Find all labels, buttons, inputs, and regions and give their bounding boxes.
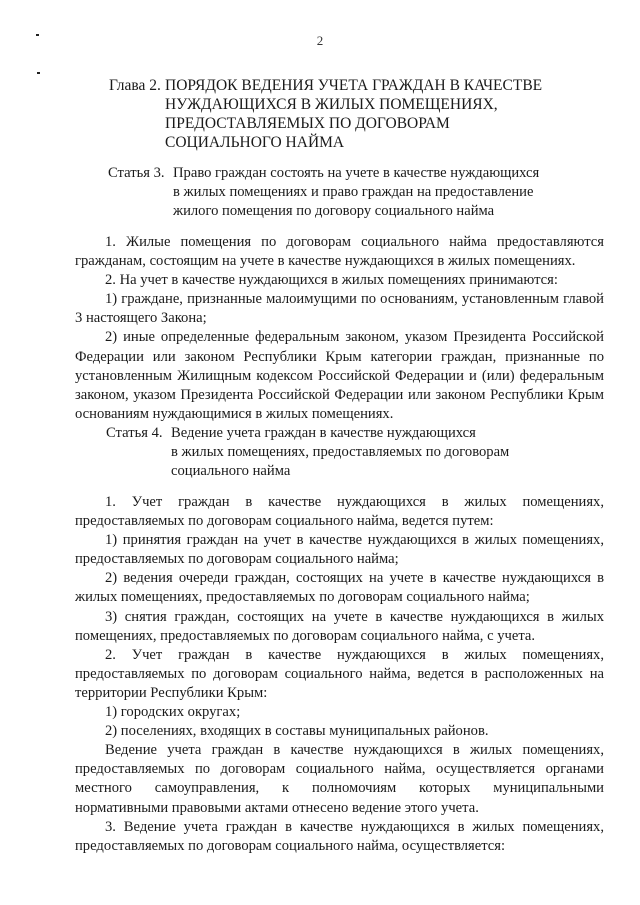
- chapter-title: [165, 76, 625, 152]
- article-4-title-line: социального найма: [171, 463, 291, 479]
- article-3-title-line: в жилых помещениях и право граждан на предоставление: [173, 184, 534, 200]
- article-4-title-line: в жилых помещениях, предоставляемых по договорам: [171, 444, 510, 460]
- page-number: 2: [316, 33, 324, 48]
- article-4-paragraph: 2. Учет граждан в качестве нуждающихся в жилых помещениях, предоставляемых по договорам социального найма, ведется в расположенных на территории Республики Крым:: [75, 646, 604, 701]
- article-3-paragraph: 1. Жилые помещения по договорам социального найма предоставляются гражданам, состоящим на учете в качестве нуждающихся в жилых помещениях.: [75, 234, 604, 270]
- article-3-paragraph: 2) иные определенные федеральным законом, указом Президента Российской Федерации или законом Республики Крым категории граждан, признанные по установленным Жилищным кодексом Российской Федерации и (или) федеральным законом, указом Президента Российской Федерации или законом Республики Крым основаниям нуждающимися в жилых помещениях.: [75, 329, 604, 422]
- article-4-paragraph: 1. Учет граждан в качестве нуждающихся в жилых помещениях, предоставляемых по договорам социального найма, ведется путем:: [75, 494, 604, 530]
- article-4-paragraph: Ведение учета граждан в качестве нуждающихся в жилых помещениях, предоставляемых по договорам социального найма, осуществляется органами местного самоуправления, к полномочиям которых муниципальными нормативными правовыми актами отнесено ведение этого учета.: [75, 742, 604, 816]
- article-4-paragraph: 2) ведения очереди граждан, состоящих на учете в качестве нуждающихся в жилых помещениях, предоставляемых по договорам социального найма;: [75, 570, 604, 606]
- article-4-paragraph: 1) городских округах;: [105, 704, 241, 721]
- scan-artifact-mark: [37, 72, 40, 74]
- chapter-prefix: Глава 2.: [109, 77, 161, 94]
- article-3-prefix: Статья 3.: [108, 165, 165, 181]
- article-3-body: [75, 233, 604, 424]
- article-3-title-line: Право граждан состоять на учете в качестве нуждающихся: [173, 165, 540, 181]
- article-4-paragraph: 1) принятия граждан на учет в качестве нуждающихся в жилых помещениях, предоставляемых по договорам социального найма;: [75, 532, 604, 568]
- article-3-paragraph: 2. На учет в качестве нуждающихся в жилых помещениях принимаются:: [105, 272, 558, 289]
- chapter-title-line: ПОРЯДОК ВЕДЕНИЯ УЧЕТА ГРАЖДАН В КАЧЕСТВЕ: [165, 77, 543, 94]
- article-4-title-line: Ведение учета граждан в качестве нуждающихся: [171, 425, 476, 441]
- article-4-paragraph: 2) поселениях, входящих в составы муниципальных районов.: [105, 723, 489, 740]
- chapter-title-line: СОЦИАЛЬНОГО НАЙМА: [165, 134, 345, 151]
- article-3-paragraph: 1) граждане, признанные малоимущими по основаниям, установленным главой 3 настоящего Закона;: [75, 291, 604, 327]
- article-4-prefix: Статья 4.: [106, 425, 163, 441]
- article-3-title-line: жилого помещения по договору социального найма: [173, 203, 495, 219]
- article-4-body: [75, 493, 604, 856]
- article-3-title: [173, 164, 539, 221]
- chapter-title-line: ПРЕДОСТАВЛЯЕМЫХ ПО ДОГОВОРАМ: [165, 115, 450, 132]
- chapter-title-line: НУЖДАЮЩИХСЯ В ЖИЛЫХ ПОМЕЩЕНИЯХ,: [165, 96, 498, 113]
- article-4-paragraph: 3. Ведение учета граждан в качестве нуждающихся в жилых помещениях, предоставляемых по договорам социального найма, осуществляется:: [75, 818, 604, 854]
- article-4-title: [171, 424, 509, 481]
- article-4-paragraph: 3) снятия граждан, состоящих на учете в качестве нуждающихся в жилых помещениях, предоставляемых по договорам социального найма, с учета.: [75, 608, 604, 644]
